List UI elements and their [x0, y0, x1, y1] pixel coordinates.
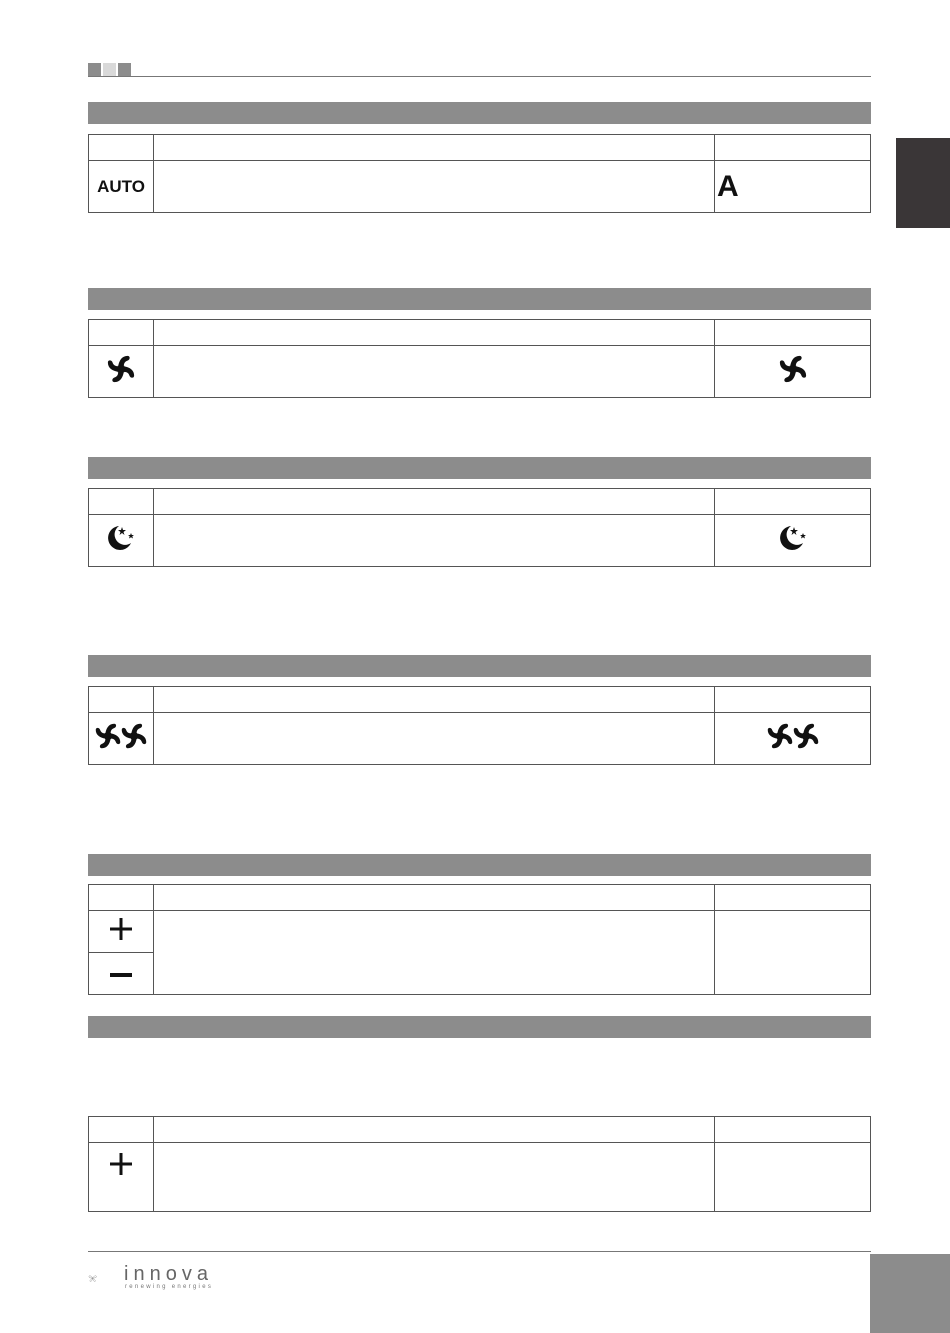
- table-auto: [88, 134, 871, 213]
- minus-icon: [110, 972, 132, 978]
- language-side-tab: [896, 138, 950, 228]
- sleep-moon-icon: [776, 523, 810, 553]
- sleep-moon-icon: [104, 523, 138, 553]
- section-bar-auto: [88, 102, 871, 124]
- table-plus-minus: [88, 884, 871, 995]
- table-plus: [88, 1116, 871, 1212]
- plus-icon: [110, 1153, 132, 1175]
- footer-rule: [88, 1251, 871, 1252]
- auto-icon: AUTO: [89, 161, 154, 213]
- table-turbo: [88, 686, 871, 765]
- brand-name: innova: [124, 1263, 213, 1285]
- table-sleep: [88, 488, 871, 567]
- double-fan-icon: [89, 713, 154, 765]
- section-bar-plus: [88, 1016, 871, 1038]
- page-number-tab: [870, 1254, 950, 1333]
- double-fan-icon: [715, 713, 871, 765]
- plus-icon: [110, 918, 132, 940]
- section-bar-sleep: [88, 457, 871, 479]
- fan-icon: [778, 354, 808, 384]
- table-fan: [88, 319, 871, 398]
- section-bar-plus-minus: [88, 854, 871, 876]
- header-square-2: [103, 63, 116, 76]
- header-square-3: [118, 63, 131, 76]
- section-bar-fan: [88, 288, 871, 310]
- brand-tagline: renewing energies: [125, 1284, 214, 1290]
- butterfly-logo-icon: [88, 1262, 124, 1294]
- header-square-1: [88, 63, 101, 76]
- section-bar-turbo: [88, 655, 871, 677]
- header-rule: [88, 76, 871, 77]
- letter-a-icon: A: [715, 161, 871, 213]
- fan-icon: [106, 354, 136, 384]
